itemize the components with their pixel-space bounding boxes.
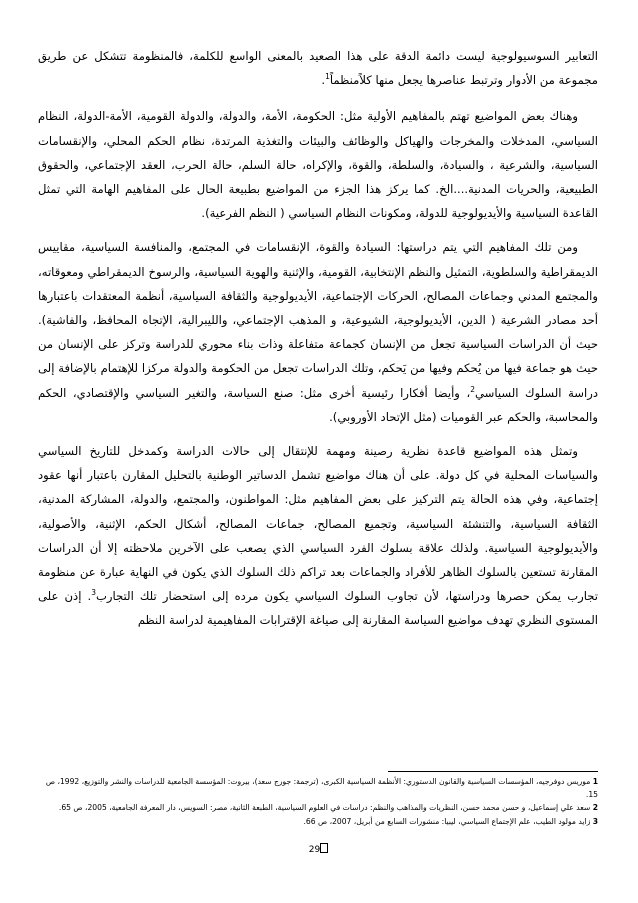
- footnote-ref-2[interactable]: 2: [470, 384, 475, 394]
- footnote-ref-1[interactable]: 1: [325, 72, 330, 82]
- footnote-1: 1 موريس دوفرجيه، المؤسسات السياسية والقانون الدستوري: الأنظمة السياسية الكبرى، (ترجمة: جورج سعد)، بيروت: المؤسسة الجامعية للدراسات والنشر والتوزيع، 1992، ص 15.: [45, 777, 598, 800]
- footnote-2: 2 سعد علي إسماعيل، و حسن محمد حسن، النظريات والمذاهب والنظم: دراسات في العلوم السياسية، الطبعة الثانية، مصر: السويس، دار المعرفة الجامعية، 2005، ص 65.: [58, 803, 598, 813]
- page-marker-icon: [320, 843, 328, 853]
- paragraph-3: ومن تلك المفاهيم التي يتم دراستها: السيادة والقوة، الإنقسامات في المجتمع، والمنافسة السياسية، مقاييس الديمقراطية والسلطوية، التمثيل والنظم الإنتخابية، القومية، والإثنية والهوية السياسية، والرسوخ الديمقراطي ومعوقاته، والمجتمع المدني وجماعات المصالح، الحركات الإجتماعية، الأيديولوجية والثقافة السياسية، أنظمة المعتقدات باعتبارها أحد مصادر الشرعية ( الدين، الأيديولوجية، الشيوعية، و المذهب الإجتماعي، والليبرالية، الإتجاه المحافظ، والفاشية). حيث أن الدراسات السياسية تجعل من الإنسان كجماعة متفاعلة وذات بناء محوري للدراسة وتركز على الإنسان من حيث هو جماعة فيها من يُحكم وفيها من يَحكم، وتلك الدراسات تجعل من الحكومة والدولة مركزا للإهتمام بالإضافة إلى دراسة السلوك السياسي$^2$، وأيضا أفكارا رئيسية أخرى مثل: صنع السياسة، والتغير السياسي والإقتصادي، الحكم والمحاسبة، والحكم عبر القوميات (مثل الإتحاد الأوروبي).: [38, 240, 598, 424]
- paragraph-4: وتمثل هذه المواضيع قاعدة نظرية رصينة ومهمة للإنتقال إلى حالات الدراسة وكمدخل للتاريخ السياسي والسياسات المحلية في كل دولة. على أن هناك مواضيع تشمل الدساتير الوطنية بالتحليل المقارن باعتبار أنها عقود إجتماعية، وفي هذه الحالة يتم التركيز على بعض المفاهيم مثل: المواطنون، والمجتمع، والدولة، المشاركة المدنية، الثقافة السياسية، والتنشئة السياسية، وتجميع المصالح، جماعات المصالح، أشكال الحكم، الإثنية، والأصولية، والأيديولوجية السياسية. ولذلك علاقة بسلوك الفرد السياسي الذي يصعب على الآخرين ملاحظته إلا أن الدراسات المقارنة تستعين بالسلوك الظاهر للأفراد والجماعات بعد تراكم ذلك السلوك الذي يكون في النهاية عبارة عن منظومة تجارب يمكن حصرها ودراستها، لأن تجاوب السلوك السياسي يكون مرده إلى استحضار تلك التجارب$^3$. إذن على المستوى النظري تهدف مواضيع السياسة المقارنة إلى صياغة الإقترابات المفاهيمية لدراسة النظم: [38, 444, 599, 628]
- footnotes: [38, 775, 598, 828]
- footnote-ref-3[interactable]: 3: [91, 588, 97, 598]
- footnote-3: 3 زايد مولود الطيب، علم الإجتماع السياسي، ليبيا: منشورات السابع من أبريل، 2007، ص 66.: [303, 816, 598, 826]
- paragraph-2: وهناك بعض المواضيع تهتم بالمفاهيم الأولية مثل: الحكومة، الأمة، والدولة، والدولة القومية، الأمة-الدولة، النظام السياسي، المدخلات والمخرجات والهياكل والوظائف والبيئات والتغذية المرتدة، نظام الحكم المحلي، والإنقسامات السياسية، والشرعية ، والسيادة، والسلطة، والقوة، والإكراه، حالة السلم، حالة الحرب، العقد الإجتماعي، والحقوق الطبيعية، والحريات المدنية....الخ. كما يركز هذا الجزء من المواضيع بطبيعة الحال على المفاهيم الهامة التي تمثل القاعدة السياسية والأيديولوجية للدولة، ومكونات النظام السياسي ( النظم الفرعية).: [38, 109, 598, 221]
- document-body: [38, 44, 598, 633]
- page-number: 29: [0, 843, 638, 855]
- footnote-separator: [388, 771, 598, 772]
- paragraph-1: التعابير السوسيولوجية ليست دائمة الدقة على هذا الصعيد بالمعنى الواسع للكلمة، فالمنظومة تتشكل عن طريق مجموعة من الأدوار وترتبط عناصرها يجعل منها كلاًمنظماً$^1$.: [38, 49, 598, 88]
